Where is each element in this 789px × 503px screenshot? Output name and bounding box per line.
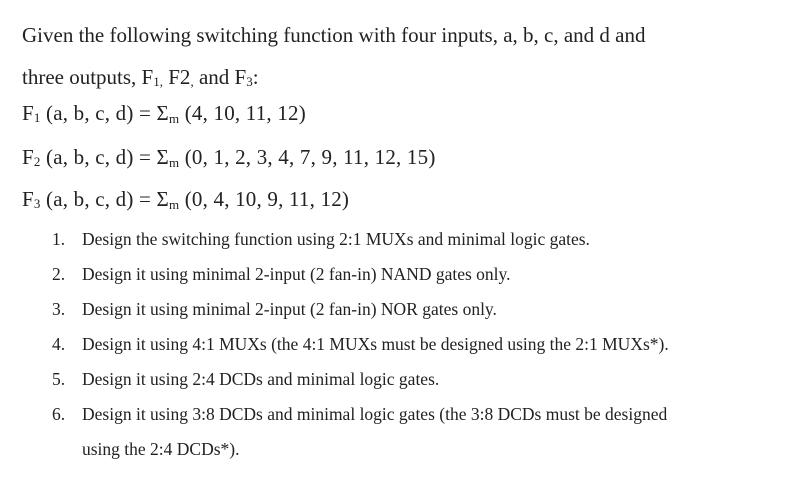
task-item bbox=[52, 257, 692, 292]
f3-subscript: 3 bbox=[246, 74, 253, 89]
task-number: 5. bbox=[52, 369, 66, 389]
task-text: Design the switching function using 2:1 MUXs and minimal logic gates. bbox=[82, 229, 590, 249]
function-minterms: (4, 10, 11, 12) bbox=[179, 101, 306, 125]
task-text: Design it using 3:8 DCDs and minimal logic gates (the 3:8 DCDs must be designed using the 2:4 DCDs*). bbox=[82, 404, 668, 459]
intro-text: three outputs, F bbox=[22, 65, 154, 89]
function-f2 bbox=[22, 145, 436, 170]
function-args: (a, b, c, d) = Σ bbox=[40, 187, 169, 211]
task-item bbox=[52, 327, 692, 362]
function-index: 1 bbox=[33, 110, 41, 125]
function-f3 bbox=[22, 187, 349, 212]
task-text: Design it using minimal 2-input (2 fan-in) NOR gates only. bbox=[82, 299, 497, 319]
sigma-subscript: m bbox=[168, 155, 180, 170]
problem-intro bbox=[22, 14, 772, 98]
f1-subscript: 1, bbox=[153, 74, 163, 89]
intro-text: and F bbox=[193, 65, 247, 89]
sigma-subscript: m bbox=[168, 111, 180, 126]
function-args: (a, b, c, d) = Σ bbox=[40, 101, 169, 125]
task-number: 3. bbox=[52, 299, 66, 319]
intro-text: F2 bbox=[163, 65, 191, 89]
function-name: F bbox=[22, 187, 34, 211]
function-index: 2 bbox=[33, 154, 41, 169]
function-index: 3 bbox=[33, 196, 41, 211]
function-name: F bbox=[22, 145, 34, 169]
intro-text: : bbox=[252, 65, 259, 89]
task-item bbox=[52, 222, 692, 257]
function-minterms: (0, 4, 10, 9, 11, 12) bbox=[179, 187, 350, 211]
intro-line-1: Given the following switching function with four inputs, a, b, c, and d and bbox=[22, 23, 646, 47]
task-text: Design it using 4:1 MUXs (the 4:1 MUXs must be designed using the 2:1 MUXs*). bbox=[82, 334, 669, 354]
function-args: (a, b, c, d) = Σ bbox=[40, 145, 169, 169]
task-number: 1. bbox=[52, 229, 66, 249]
task-item bbox=[52, 292, 692, 327]
task-list bbox=[52, 222, 692, 467]
function-minterms: (0, 1, 2, 3, 4, 7, 9, 11, 12, 15) bbox=[179, 145, 436, 169]
sigma-subscript: m bbox=[168, 197, 180, 212]
function-name: F bbox=[22, 101, 34, 125]
intro-line-2 bbox=[22, 65, 259, 89]
task-text: Design it using 2:4 DCDs and minimal logic gates. bbox=[82, 369, 440, 389]
task-item bbox=[52, 362, 692, 397]
task-number: 2. bbox=[52, 264, 66, 284]
task-item bbox=[52, 397, 692, 467]
f2-subscript: , bbox=[190, 74, 194, 89]
function-f1 bbox=[22, 101, 306, 126]
task-text: Design it using minimal 2-input (2 fan-in) NAND gates only. bbox=[82, 264, 511, 284]
task-number: 6. bbox=[52, 404, 66, 424]
task-number: 4. bbox=[52, 334, 66, 354]
